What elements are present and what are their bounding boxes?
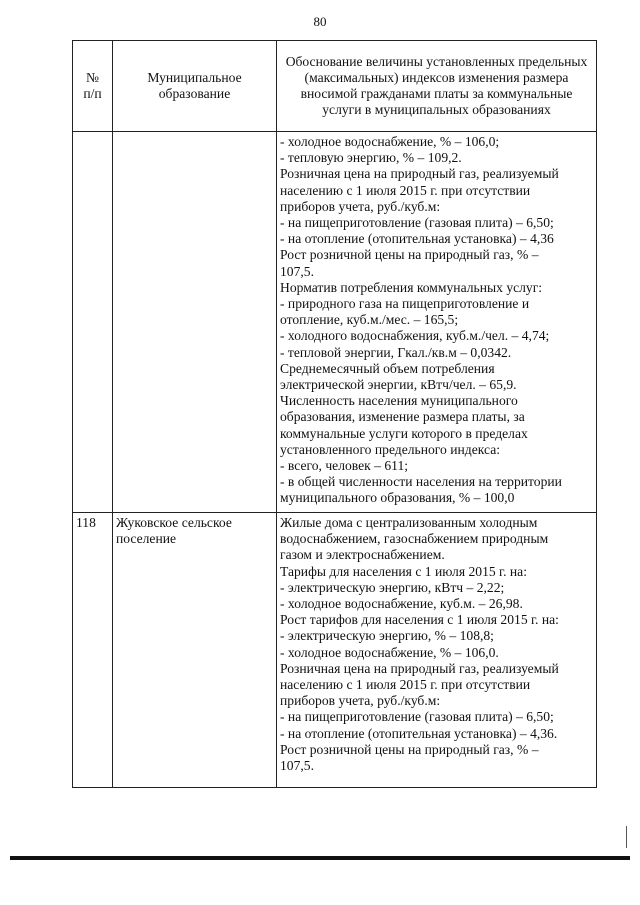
text-line: Жилые дома с централизованным холодным <box>280 515 538 530</box>
text-line: - тепловой энергии, Гкал./кв.м – 0,0342. <box>280 344 512 360</box>
row-justification <box>277 513 597 788</box>
text-line: - на пищеприготовление (газовая плита) – 6,50; <box>280 709 554 725</box>
text-line: Норматив потребления коммунальных услуг: <box>280 279 543 295</box>
text-line: - на пищеприготовление (газовая плита) – 6,50; <box>280 215 554 231</box>
row-justification <box>277 132 597 513</box>
text-line: Розничная цена на природный газ, реализуемый <box>280 166 559 182</box>
text-line: Среднемесячный объем потребления <box>280 360 495 376</box>
text-line: - природного газа на пищеприготовление и <box>280 296 530 312</box>
header-municipality: Муниципальное образование <box>113 41 277 132</box>
page-number: 80 <box>313 14 327 29</box>
header-justification: Обоснование величины установленных предельных (максимальных) индексов изменения размера вносимой гражданами платы за коммунальные услуги в муниципальных образованиях <box>277 41 597 132</box>
row-number: 118 <box>73 513 113 788</box>
text-line: 107,5. <box>280 758 314 774</box>
text-line: Численность населения муниципального <box>280 393 518 409</box>
tariff-table <box>72 40 597 788</box>
text-line: коммунальные услуги которого в пределах <box>280 425 528 441</box>
text-line: населению с 1 июля 2015 г. при отсутствии <box>280 677 531 693</box>
text-line: населению с 1 июля 2015 г. при отсутствии <box>280 182 531 198</box>
row-municipality: Жуковское сельское поселение <box>113 513 277 788</box>
table-row <box>73 132 597 513</box>
table-header-row <box>73 41 597 132</box>
table-row <box>73 513 597 788</box>
text-line: установленного предельного индекса: <box>280 441 501 457</box>
row-number <box>73 132 113 513</box>
text-line: приборов учета, руб./куб.м: <box>280 198 441 214</box>
text-line: газом и электроснабжением. <box>280 547 445 563</box>
text-line: муниципального образования, % – 100,0 <box>280 490 515 506</box>
text-line: - электрическую энергию, % – 108,8; <box>280 628 494 644</box>
text-line: - в общей численности населения на территории <box>280 474 562 490</box>
text-line: - всего, человек – 611; <box>280 458 409 474</box>
bottom-rule <box>10 856 630 860</box>
text-line: - электрическую энергию, кВтч – 2,22; <box>280 579 505 595</box>
text-line: образования, изменение размера платы, за <box>280 409 525 425</box>
text-line: - холодного водоснабжения, куб.м./чел. – 4,74; <box>280 328 550 344</box>
text-line: Рост розничной цены на природный газ, % – <box>280 741 539 757</box>
text-line: - тепловую энергию, % – 109,2. <box>280 150 462 166</box>
row-municipality <box>113 132 277 513</box>
text-line: 107,5. <box>280 263 314 279</box>
text-line: - холодное водоснабжение, % – 106,0; <box>280 134 500 149</box>
text-line: - на отопление (отопительная установка) – 4,36. <box>280 725 558 741</box>
text-line: Тарифы для населения с 1 июля 2015 г. на: <box>280 563 527 579</box>
text-line: Розничная цена на природный газ, реализуемый <box>280 660 559 676</box>
margin-mark <box>626 826 627 848</box>
text-line: - холодное водоснабжение, куб.м. – 26,98. <box>280 596 523 612</box>
text-line: Рост тарифов для населения с 1 июля 2015 г. на: <box>280 612 559 628</box>
text-line: Рост розничной цены на природный газ, % – <box>280 247 539 263</box>
header-number: № п/п <box>73 41 113 132</box>
text-line: электрической энергии, кВтч/чел. – 65,9. <box>280 377 517 393</box>
text-line: - холодное водоснабжение, % – 106,0. <box>280 644 499 660</box>
text-line: водоснабжением, газоснабжением природным <box>280 531 549 547</box>
text-line: приборов учета, руб./куб.м: <box>280 693 441 709</box>
text-line: - на отопление (отопительная установка) – 4,36 <box>280 231 554 247</box>
text-line: отопление, куб.м./мес. – 165,5; <box>280 312 459 328</box>
